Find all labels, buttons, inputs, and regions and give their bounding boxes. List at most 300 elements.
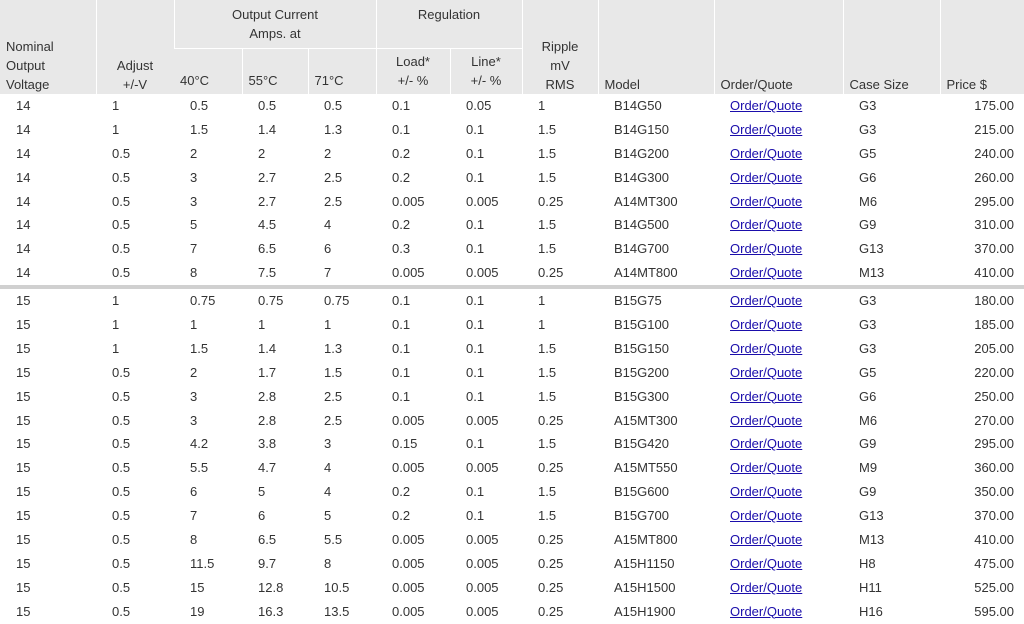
cell-case-size: G5 [859,364,877,380]
cell-line: 0.005 [466,193,499,209]
cell-order-quote [714,480,843,504]
cell-amps-55: 12.8 [258,579,284,595]
cell-case-size: H8 [859,555,876,571]
cell-adjust: 1 [112,340,120,356]
table-row [0,313,1024,337]
cell-amps-55: 6.5 [258,531,277,547]
cell-price: 250.00 [974,388,1014,404]
table-row [0,600,1024,624]
cell-voltage: 14 [16,217,31,233]
cell-voltage: 15 [16,484,31,500]
cell-model: B15G420 [614,436,669,452]
cell-ripple: 1.5 [538,241,557,257]
cell-ripple: 1.5 [538,364,557,380]
cell-amps-55: 5 [258,484,266,500]
header-order-quote: Order/Quote [714,0,843,94]
cell-amps-55: 1 [258,316,266,332]
cell-load: 0.3 [392,241,411,257]
cell-line: 0.005 [466,531,499,547]
cell-case-size: G5 [859,145,877,161]
cell-line: 0.005 [466,460,499,476]
cell-amps-40: 5 [190,217,198,233]
cell-case-size: G3 [859,340,877,356]
order-quote-link[interactable]: Order/Quote [730,97,803,113]
order-quote-link[interactable]: Order/Quote [730,265,803,281]
cell-amps-55: 2.8 [258,412,277,428]
cell-amps-40: 1.5 [190,340,209,356]
cell-amps-71: 2.5 [324,388,343,404]
cell-amps-71: 4 [324,217,332,233]
cell-price: 370.00 [974,508,1014,524]
cell-model: B14G500 [614,217,669,233]
cell-model: B14G150 [614,121,669,137]
cell-case-size: G3 [859,316,877,332]
cell-voltage: 15 [16,555,31,571]
order-quote-link[interactable]: Order/Quote [730,316,803,332]
header-case-size: Case Size [843,0,940,94]
table-row [0,528,1024,552]
header-price: Price $ [940,0,1024,94]
cell-case-size: G13 [859,508,884,524]
cell-amps-55: 2 [258,145,266,161]
order-quote-link[interactable]: Order/Quote [730,169,803,185]
cell-amps-40: 11.5 [190,555,215,571]
cell-model: B14G50 [614,97,662,113]
cell-price: 370.00 [974,241,1014,257]
cell-case-size: M9 [859,460,878,476]
table-row [0,456,1024,480]
cell-model: A15H1500 [614,579,676,595]
cell-ripple: 1.5 [538,217,557,233]
cell-case-size: G3 [859,121,877,137]
cell-voltage: 15 [16,293,31,309]
cell-ripple: 0.25 [538,265,564,281]
cell-amps-71: 4 [324,484,332,500]
cell-voltage: 14 [16,145,31,161]
cell-load: 0.1 [392,340,411,356]
cell-line: 0.1 [466,508,485,524]
cell-amps-55: 9.7 [258,555,277,571]
cell-line: 0.1 [466,484,485,500]
cell-case-size: G3 [859,97,877,113]
cell-amps-55: 2.7 [258,193,277,209]
cell-ripple: 0.25 [538,412,564,428]
cell-load: 0.2 [392,217,411,233]
order-quote-link[interactable]: Order/Quote [730,508,803,524]
cell-ripple: 0.25 [538,579,564,595]
cell-amps-71: 8 [324,555,332,571]
cell-model: B15G150 [614,340,669,356]
header-ripple: Ripple mV RMS [522,0,598,94]
cell-order-quote [714,313,843,337]
order-quote-link[interactable]: Order/Quote [730,241,803,257]
cell-model: B15G700 [614,508,669,524]
cell-voltage: 14 [16,97,31,113]
cell-voltage: 15 [16,531,31,547]
table-row [0,552,1024,576]
cell-adjust: 0.5 [112,508,131,524]
cell-amps-40: 2 [190,364,198,380]
cell-load: 0.2 [392,145,411,161]
cell-load: 0.005 [392,193,425,209]
cell-amps-55: 3.8 [258,436,277,452]
cell-line: 0.1 [466,145,485,161]
cell-order-quote [714,528,843,552]
cell-line: 0.05 [466,97,492,113]
cell-amps-71: 1.3 [324,121,343,137]
cell-price: 175.00 [974,97,1014,113]
cell-amps-40: 3 [190,388,198,404]
cell-amps-71: 3 [324,436,332,452]
cell-case-size: G9 [859,217,877,233]
cell-load: 0.2 [392,484,411,500]
cell-load: 0.005 [392,412,425,428]
table-row [0,213,1024,237]
order-quote-link[interactable]: Order/Quote [730,121,803,137]
cell-price: 215.00 [974,121,1014,137]
cell-case-size: M6 [859,412,878,428]
cell-adjust: 0.5 [112,145,131,161]
cell-amps-40: 3 [190,169,198,185]
header-model: Model [598,0,714,94]
cell-load: 0.2 [392,169,411,185]
cell-model: B14G200 [614,145,669,161]
cell-ripple: 1 [538,293,546,309]
cell-amps-40: 8 [190,531,198,547]
table-row [0,94,1024,118]
cell-order-quote [714,166,843,190]
table-row [0,480,1024,504]
cell-price: 310.00 [974,217,1014,233]
table-header [0,0,1024,94]
cell-amps-40: 15 [190,579,205,595]
table-row [0,237,1024,261]
cell-voltage: 15 [16,508,31,524]
cell-ripple: 1.5 [538,121,557,137]
cell-amps-71: 0.5 [324,97,343,113]
cell-amps-40: 2 [190,145,198,161]
table-row [0,190,1024,214]
cell-amps-71: 13.5 [324,603,350,619]
cell-price: 410.00 [974,265,1014,281]
order-quote-link[interactable]: Order/Quote [730,388,803,404]
order-quote-link[interactable]: Order/Quote [730,579,803,595]
cell-case-size: G6 [859,169,877,185]
cell-price: 410.00 [974,531,1014,547]
cell-adjust: 0.5 [112,579,131,595]
cell-amps-40: 4.2 [190,436,209,452]
table-row [0,576,1024,600]
header-temp-55: 55°C [242,49,308,95]
table-row [0,261,1024,285]
cell-order-quote [714,456,843,480]
cell-order-quote [714,552,843,576]
cell-amps-71: 5.5 [324,531,343,547]
table-row [0,432,1024,456]
cell-price: 240.00 [974,145,1014,161]
header-temp-71: 71°C [308,49,376,95]
cell-voltage: 15 [16,340,31,356]
cell-amps-55: 7.5 [258,265,277,281]
cell-ripple: 1.5 [538,340,557,356]
cell-load: 0.1 [392,293,411,309]
cell-load: 0.005 [392,265,425,281]
cell-adjust: 1 [112,121,120,137]
cell-order-quote [714,385,843,409]
cell-voltage: 14 [16,241,31,257]
cell-adjust: 0.5 [112,193,131,209]
cell-adjust: 0.5 [112,603,131,619]
header-output-current: Output Current Amps. at [174,0,376,49]
cell-amps-40: 3 [190,412,198,428]
cell-model: A14MT300 [614,193,678,209]
table-row [0,385,1024,409]
cell-order-quote [714,289,843,313]
cell-line: 0.1 [466,121,485,137]
table-body [0,94,1024,624]
order-quote-link[interactable]: Order/Quote [730,436,803,452]
cell-amps-40: 3 [190,193,198,209]
cell-adjust: 0.5 [112,169,131,185]
order-quote-link[interactable]: Order/Quote [730,531,803,547]
cell-voltage: 14 [16,169,31,185]
cell-ripple: 1 [538,316,546,332]
order-quote-link[interactable]: Order/Quote [730,555,803,571]
cell-model: A15H1900 [614,603,676,619]
header-temp-40: 40°C [174,49,242,95]
cell-adjust: 0.5 [112,484,131,500]
cell-line: 0.1 [466,364,485,380]
cell-line: 0.1 [466,436,485,452]
cell-load: 0.005 [392,555,425,571]
cell-order-quote [714,337,843,361]
cell-price: 260.00 [974,169,1014,185]
cell-load: 0.1 [392,121,411,137]
table-row [0,409,1024,433]
cell-model: B15G100 [614,316,669,332]
cell-order-quote [714,142,843,166]
cell-price: 270.00 [974,412,1014,428]
cell-case-size: H16 [859,603,883,619]
cell-ripple: 0.25 [538,531,564,547]
cell-amps-71: 2.5 [324,412,343,428]
cell-voltage: 15 [16,436,31,452]
cell-amps-55: 0.5 [258,97,277,113]
cell-amps-40: 7 [190,508,198,524]
header-regulation: Regulation [376,0,522,49]
cell-ripple: 0.25 [538,603,564,619]
cell-amps-71: 7 [324,265,332,281]
cell-model: A14MT800 [614,265,678,281]
cell-adjust: 0.5 [112,460,131,476]
cell-price: 475.00 [974,555,1014,571]
cell-amps-40: 5.5 [190,460,209,476]
cell-adjust: 0.5 [112,531,131,547]
cell-load: 0.1 [392,388,411,404]
cell-amps-40: 1 [190,316,198,332]
order-quote-link[interactable]: Order/Quote [730,145,803,161]
cell-adjust: 0.5 [112,265,131,281]
order-quote-link[interactable]: Order/Quote [730,484,803,500]
cell-amps-40: 0.75 [190,293,216,309]
cell-amps-40: 19 [190,603,205,619]
cell-adjust: 0.5 [112,436,131,452]
cell-price: 220.00 [974,364,1014,380]
cell-order-quote [714,576,843,600]
cell-order-quote [714,237,843,261]
order-quote-link[interactable]: Order/Quote [730,412,803,428]
table-row [0,166,1024,190]
cell-load: 0.2 [392,508,411,524]
cell-order-quote [714,504,843,528]
cell-amps-71: 1.3 [324,340,343,356]
cell-amps-55: 1.4 [258,340,277,356]
cell-line: 0.1 [466,169,485,185]
cell-adjust: 0.5 [112,364,131,380]
cell-voltage: 15 [16,412,31,428]
cell-case-size: G3 [859,293,877,309]
cell-case-size: G6 [859,388,877,404]
order-quote-link[interactable]: Order/Quote [730,293,803,309]
order-quote-link[interactable]: Order/Quote [730,603,803,619]
cell-amps-40: 7 [190,241,198,257]
cell-amps-71: 1.5 [324,364,343,380]
cell-case-size: M13 [859,531,885,547]
cell-load: 0.1 [392,97,411,113]
cell-amps-71: 2.5 [324,169,343,185]
cell-case-size: M6 [859,193,878,209]
order-quote-link[interactable]: Order/Quote [730,193,803,209]
cell-ripple: 0.25 [538,460,564,476]
cell-line: 0.1 [466,316,485,332]
cell-adjust: 1 [112,316,120,332]
cell-voltage: 14 [16,121,31,137]
cell-price: 295.00 [974,436,1014,452]
cell-price: 360.00 [974,460,1014,476]
cell-price: 350.00 [974,484,1014,500]
cell-load: 0.15 [392,436,418,452]
cell-ripple: 1.5 [538,484,557,500]
cell-case-size: G13 [859,241,884,257]
cell-price: 185.00 [974,316,1014,332]
table-row [0,142,1024,166]
cell-amps-40: 0.5 [190,97,209,113]
cell-price: 295.00 [974,193,1014,209]
cell-ripple: 1.5 [538,145,557,161]
cell-load: 0.1 [392,364,411,380]
cell-amps-71: 4 [324,460,332,476]
cell-load: 0.005 [392,579,425,595]
table-row [0,118,1024,142]
cell-amps-55: 0.75 [258,293,284,309]
cell-line: 0.005 [466,265,499,281]
cell-price: 595.00 [974,603,1014,619]
cell-amps-55: 16.3 [258,603,284,619]
cell-line: 0.1 [466,241,485,257]
cell-case-size: M13 [859,265,885,281]
cell-model: B15G300 [614,388,669,404]
cell-model: B15G200 [614,364,669,380]
cell-adjust: 0.5 [112,412,131,428]
cell-load: 0.005 [392,531,425,547]
cell-model: A15MT300 [614,412,678,428]
cell-amps-55: 6 [258,508,266,524]
cell-order-quote [714,261,843,285]
cell-ripple: 1.5 [538,388,557,404]
header-adjust: Adjust +/-V [96,0,174,94]
order-quote-link[interactable]: Order/Quote [730,217,803,233]
cell-adjust: 0.5 [112,217,131,233]
cell-amps-55: 2.8 [258,388,277,404]
cell-amps-71: 2.5 [324,193,343,209]
cell-amps-55: 4.5 [258,217,277,233]
cell-line: 0.1 [466,388,485,404]
cell-case-size: G9 [859,484,877,500]
table-row [0,337,1024,361]
table-row [0,504,1024,528]
cell-order-quote [714,432,843,456]
order-quote-link[interactable]: Order/Quote [730,340,803,356]
cell-amps-55: 2.7 [258,169,277,185]
cell-amps-71: 6 [324,241,332,257]
cell-amps-40: 6 [190,484,198,500]
cell-order-quote [714,190,843,214]
header-line: Line* +/- % [450,49,522,95]
cell-line: 0.1 [466,293,485,309]
cell-ripple: 0.25 [538,193,564,209]
table-row [0,361,1024,385]
cell-amps-40: 8 [190,265,198,281]
cell-model: A15H1150 [614,555,675,571]
cell-order-quote [714,361,843,385]
cell-adjust: 1 [112,293,120,309]
cell-model: B15G75 [614,293,662,309]
cell-line: 0.005 [466,579,499,595]
cell-line: 0.005 [466,603,499,619]
cell-model: A15MT800 [614,531,678,547]
cell-price: 205.00 [974,340,1014,356]
cell-voltage: 15 [16,603,31,619]
cell-model: B14G700 [614,241,669,257]
cell-model: A15MT550 [614,460,678,476]
cell-order-quote [714,213,843,237]
cell-adjust: 1 [112,97,120,113]
order-quote-link[interactable]: Order/Quote [730,460,803,476]
cell-voltage: 14 [16,265,31,281]
cell-load: 0.005 [392,603,425,619]
cell-model: B14G300 [614,169,669,185]
cell-line: 0.1 [466,217,485,233]
order-quote-link[interactable]: Order/Quote [730,364,803,380]
cell-amps-71: 10.5 [324,579,350,595]
header-load: Load* +/- % [376,49,450,95]
cell-amps-71: 0.75 [324,293,350,309]
cell-order-quote [714,600,843,624]
cell-case-size: G9 [859,436,877,452]
cell-ripple: 1.5 [538,169,557,185]
cell-line: 0.1 [466,340,485,356]
cell-order-quote [714,94,843,118]
cell-voltage: 15 [16,579,31,595]
cell-adjust: 0.5 [112,388,131,404]
cell-order-quote [714,409,843,433]
cell-amps-71: 5 [324,508,332,524]
cell-model: B15G600 [614,484,669,500]
cell-amps-55: 4.7 [258,460,277,476]
cell-adjust: 0.5 [112,241,131,257]
cell-price: 525.00 [974,579,1014,595]
cell-ripple: 0.25 [538,555,564,571]
